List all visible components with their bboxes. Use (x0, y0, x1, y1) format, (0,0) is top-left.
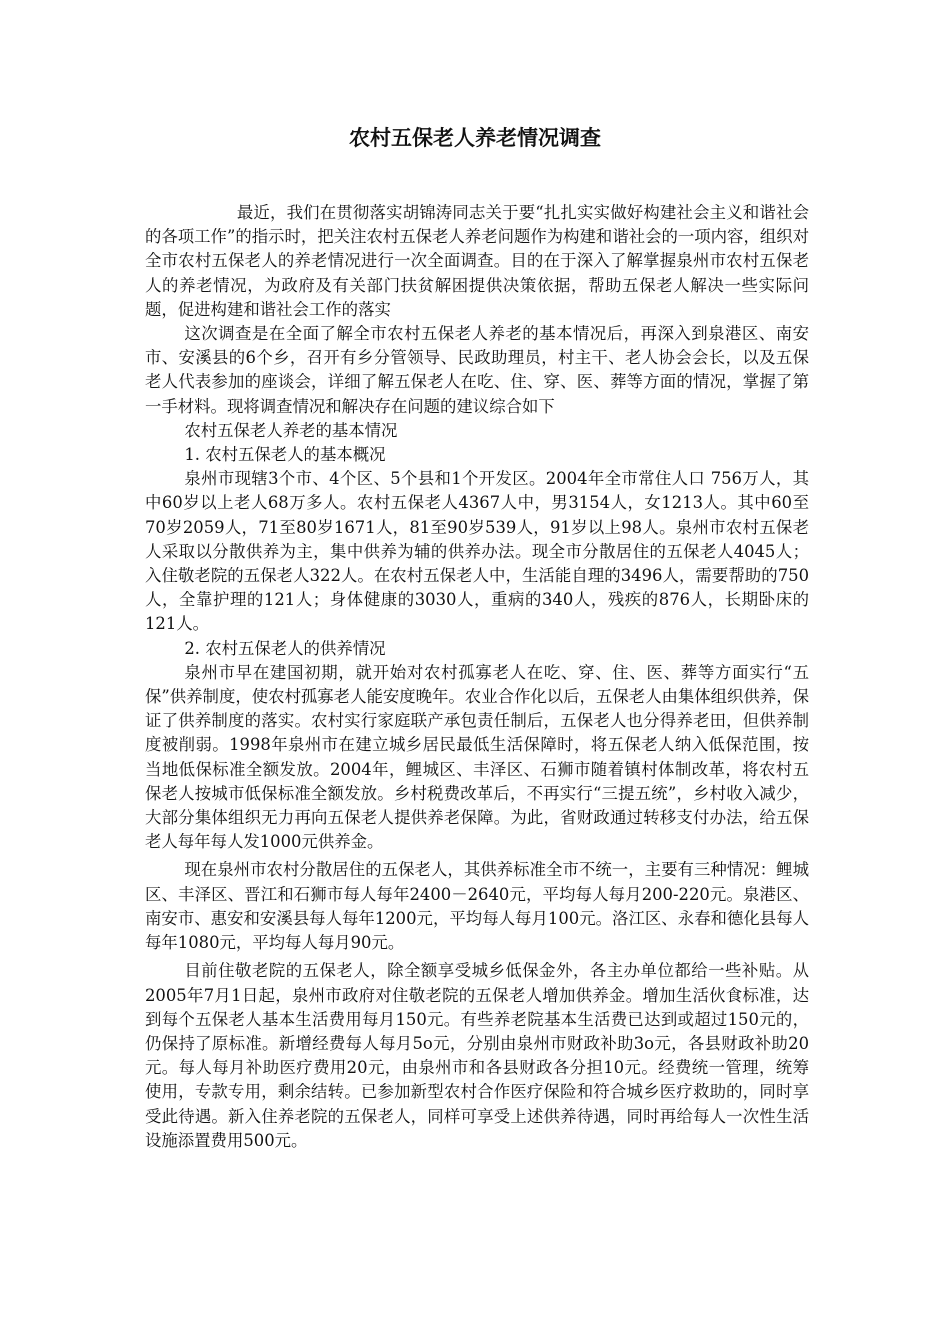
paragraph-intro: 最近，我们在贯彻落实胡锦涛同志关于要“扎扎实实做好构建社会主义和谐社会的各项工作”的指示时，把关注农村五保老人养老问题作为构建和谐社会的一项内容，组织对全市农村五保老人的养老情况进行一次全面调查。目的在于深入了解掌握泉州市农村五保老人的养老情况，为政府及有关部门扶贫解困提供决策依据，帮助五保老人解决一些实际问题，促进构建和谐社会工作的落实 (145, 203, 810, 319)
document-body (145, 201, 809, 1153)
subsection-heading-2: 2. 农村五保老人的供养情况 (184, 638, 386, 658)
section-heading: 农村五保老人养老的基本情况 (184, 420, 398, 440)
paragraph-nursing-home: 目前住敬老院的五保老人，除全额享受城乡低保金外，各主办单位都给一些补贴。从2005年7月1日起，泉州市政府对住敬老院的五保老人增加供养金。增加生活伙食标准，达到每个五保老人基本生活费用每月150元。有些养老院基本生活费已达到或超过150元的，仍保持了原标准。新增经费每人每月5o元，分别由泉州市财政补助3o元，各县财政补助20元。每人每月补助医疗费用20元，由泉州市和各县财政各分担10元。经费统一管理，统筹使用，专款专用，剩余结转。已参加新型农村合作医疗保险和符合城乡医疗救助的，同时享受此待遇。新入住养老院的五保老人，同样可享受上述供养待遇，同时再给每人一次性生活设施添置费用500元。 (145, 961, 809, 1150)
subsection-heading-1: 1. 农村五保老人的基本概况 (184, 445, 386, 465)
document-title: 农村五保老人养老情况调查 (349, 126, 601, 150)
paragraph-overview: 泉州市现辖3个市、4个区、5个县和1个开发区。2004年全市常住人口 756万人，其中60岁以上老人68万多人。农村五保老人4367人中，男3154人，女1213人。其中60至70岁2059人，71至80岁1671人，81至90岁539人，91岁以上98人。泉州市农村五保老人采取以分散供养为主，集中供养为辅的供养办法。现全市分散居住的五保老人4045人；入住敬老院的五保老人322人。在农村五保老人中，生活能自理的3496人，需要帮助的750人，全靠护理的121人；身体健康的3030人，重病的340人，残疾的876人，长期卧床的121人。 (145, 469, 809, 634)
paragraph-support-history: 泉州市早在建国初期，就开始对农村孤寡老人在吃、穿、住、医、葬等方面实行“五保”供养制度，使农村孤寡老人能安度晚年。农业合作化以后，五保老人由集体组织供养，保证了供养制度的落实。农村实行家庭联产承包责任制后，五保老人也分得养老田，但供养制度被削弱。1998年泉州市在建立城乡居民最低生活保障时，将五保老人纳入低保范围，按当地低保标准全额发放。2004年，鲤城区、丰泽区、石狮市随着镇村体制改革，将农村五保老人按城市低保标准全额发放。乡村税费改革后，不再实行“三提五统”，乡村收入减少，大部分集体组织无力再向五保老人提供养老保障。为此，省财政通过转移支付办法，给五保老人每年每人发1000元供养金。 (145, 662, 810, 852)
paragraph-support-standards: 现在泉州市农村分散居住的五保老人，其供养标准全市不统一，主要有三种情况：鲤城区、丰泽区、晋江和石狮市每人每年2400－2640元，平均每人每月200-220元。泉港区、南安市、惠安和安溪县每人每年1200元，平均每人每月100元。洛江区、永春和德化县每人每年1080元，平均每人每月90元。 (145, 860, 809, 953)
paragraph-method: 这次调查是在全面了解全市农村五保老人养老的基本情况后，再深入到泉港区、南安市、安溪县的6个乡，召开有乡分管领导、民政助理员，村主干、老人协会会长，以及五保老人代表参加的座谈会，详细了解五保老人在吃、住、穿、医、葬等方面的情况，掌握了第一手材料。现将调查情况和解决存在问题的建议综合如下 (145, 324, 809, 416)
